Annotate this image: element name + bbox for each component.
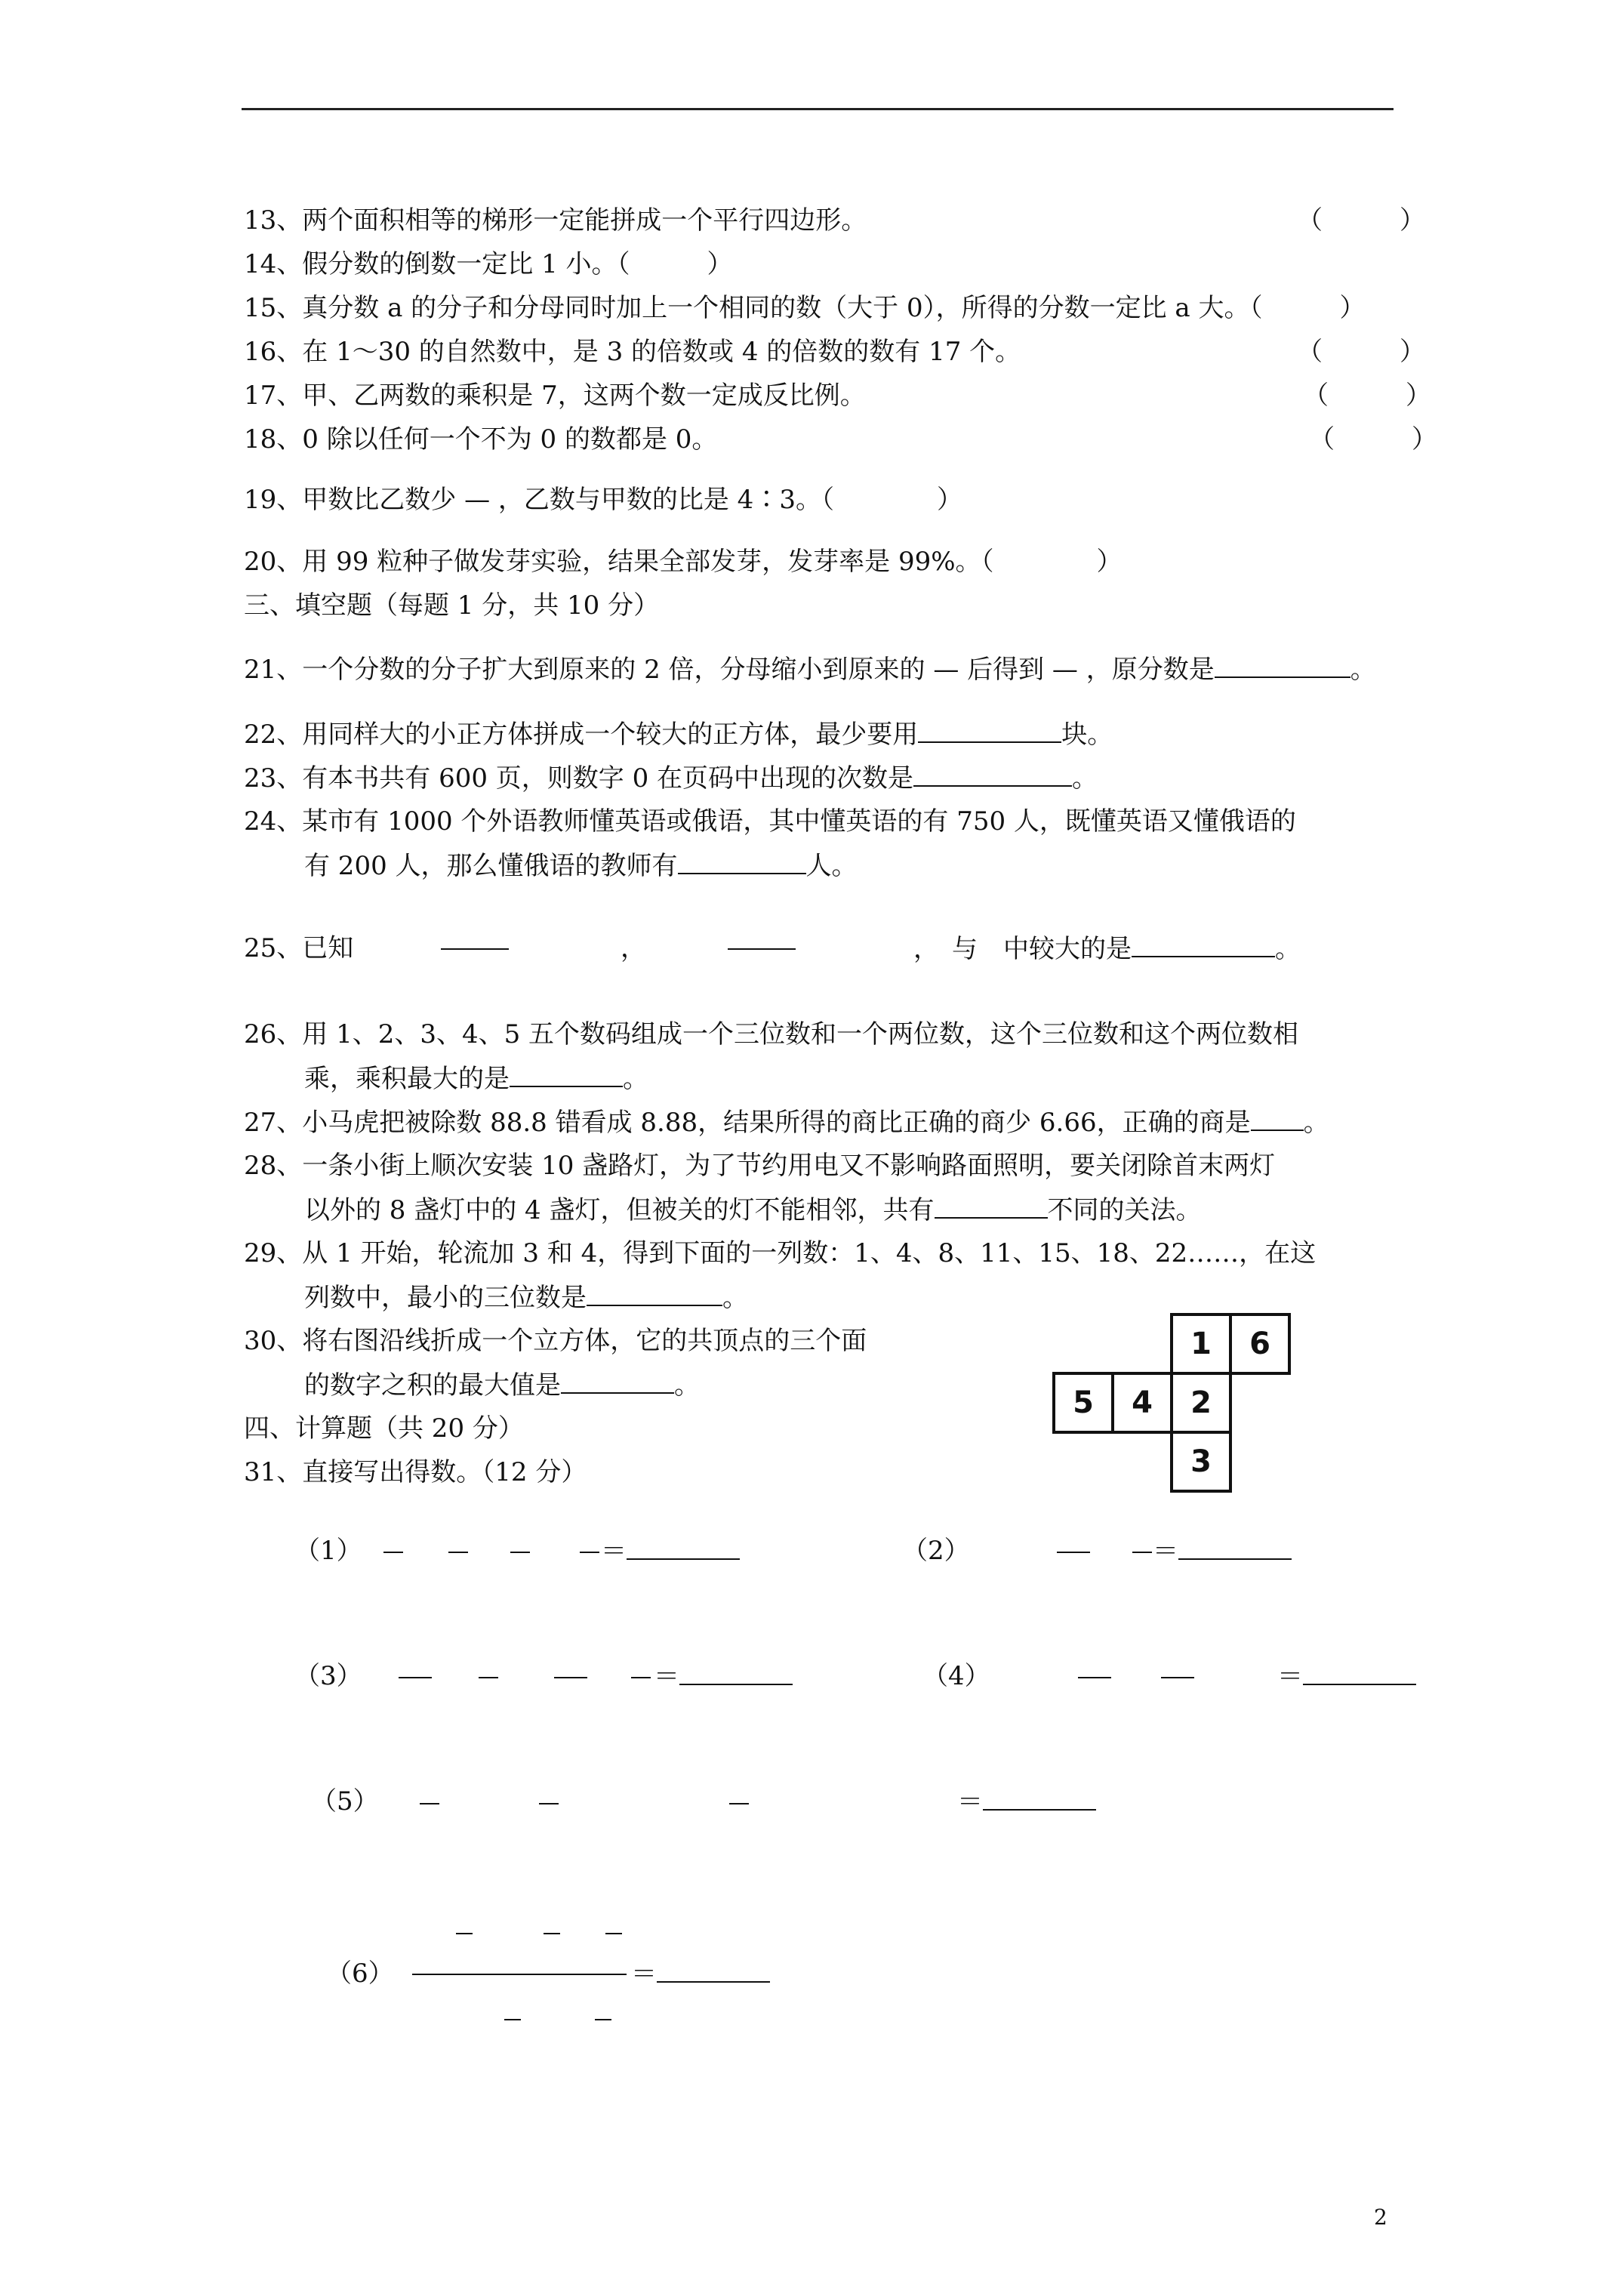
question-18: 18、0 除以任何一个不为 0 的数都是 0。: [244, 424, 718, 455]
net-face: 6: [1229, 1313, 1291, 1375]
answer-blank-calc-5[interactable]: [983, 1786, 1096, 1811]
question-26-line1: 26、用 1、2、3、4、5 五个数码组成一个三位数和一个两位数，这个三位数和这个两位数相: [244, 1019, 1299, 1049]
answer-blank-calc-3[interactable]: [679, 1661, 793, 1685]
question-20: 20、用 99 粒种子做发芽实验，结果全部发芽，发芽率是 99%。（ ）: [244, 547, 1123, 577]
answer-blank-calc-6[interactable]: [657, 1959, 770, 1983]
fraction-bar: [441, 948, 509, 950]
section-fill-title: 三、填空题（每题 1 分，共 10 分）: [244, 590, 660, 621]
fraction-bar: [510, 1552, 530, 1553]
answer-paren-17: （ ）: [1303, 381, 1431, 411]
page-number: 2: [1374, 2205, 1387, 2230]
question-28-line1: 28、一条小街上顺次安装 10 盏路灯，为了节约用电又不影响路面照明，要关闭除首末两灯: [244, 1151, 1276, 1181]
net-face: 4: [1111, 1372, 1173, 1434]
calc-label-2: （2）: [902, 1536, 970, 1566]
answer-blank-29[interactable]: [587, 1282, 722, 1306]
header-rule: [242, 108, 1394, 110]
answer-blank-27[interactable]: [1251, 1107, 1304, 1131]
fraction-bar: [456, 1933, 473, 1934]
answer-blank-calc-1[interactable]: [627, 1536, 740, 1560]
question-16: 16、在 1～30 的自然数中，是 3 的倍数或 4 的倍数的数有 17 个。: [244, 337, 1021, 367]
net-face: 5: [1052, 1372, 1114, 1434]
calc-equals: ＝: [601, 1536, 740, 1567]
question-21: 21、一个分数的分子扩大到原来的 2 倍，分母缩小到原来的 — 后得到 — ，原分数是 。: [244, 655, 1376, 685]
question-27: 27、小马虎把被除数 88.8 错看成 8.88，结果所得的商比正确的商少 6.66，正确的商是 。: [244, 1108, 1329, 1138]
fraction-bar: [1161, 1677, 1194, 1678]
calc-equals: ＝: [1277, 1661, 1416, 1692]
question-28-line2: 以外的 8 盏灯中的 4 盏灯，但被关的灯不能相邻，共有 不同的关法。: [304, 1195, 1202, 1225]
question-17: 17、甲、乙两数的乘积是 7，这两个数一定成反比例。: [244, 381, 866, 411]
fraction-bar: [631, 1677, 651, 1678]
calc-equals: ＝: [631, 1959, 770, 1989]
fraction-bar: [399, 1677, 432, 1678]
complex-fraction-bar: [412, 1974, 627, 1975]
calc-label-5: （5）: [311, 1786, 379, 1817]
question-26-line2: 乘，乘积最大的是 。: [304, 1064, 648, 1094]
answer-blank-23[interactable]: [913, 763, 1072, 787]
calc-equals: ＝: [957, 1786, 1096, 1817]
fraction-bar: [1132, 1552, 1152, 1553]
answer-blank-25[interactable]: [1132, 933, 1275, 957]
answer-blank-26[interactable]: [510, 1063, 623, 1087]
question-15: 15、真分数 a 的分子和分母同时加上一个相同的数（大于 0），所得的分数一定比 a 大。（ ）: [244, 293, 1366, 323]
fraction-bar: [728, 948, 796, 950]
calc-label-6: （6）: [326, 1959, 394, 1989]
fraction-bar: [448, 1552, 468, 1553]
question-25-sep: ，: [621, 933, 646, 963]
answer-blank-calc-2[interactable]: [1178, 1536, 1292, 1560]
calc-label-4: （4）: [922, 1661, 990, 1691]
fraction-bar: [554, 1677, 587, 1678]
fraction-bar: [595, 2019, 611, 2020]
question-29-line2: 列数中，最小的三位数是 。: [304, 1283, 748, 1313]
answer-blank-24[interactable]: [678, 850, 806, 874]
question-31: 31、直接写出得数。（12 分）: [244, 1457, 587, 1487]
fraction-bar: [729, 1803, 749, 1804]
question-22: 22、用同样大的小正方体拼成一个较大的正方体，最少要用 块。: [244, 720, 1113, 750]
net-face: 3: [1170, 1431, 1232, 1493]
answer-blank-22[interactable]: [918, 719, 1061, 743]
question-24-line1: 24、某市有 1000 个外语教师懂英语或俄语，其中懂英语的有 750 人，既懂英语又懂俄语的: [244, 806, 1296, 837]
fraction-bar: [580, 1552, 599, 1553]
answer-blank-30[interactable]: [561, 1370, 674, 1394]
fraction-bar: [544, 1933, 560, 1934]
net-face: 1: [1170, 1313, 1232, 1375]
fraction-bar: [479, 1677, 498, 1678]
net-face: 2: [1170, 1372, 1232, 1434]
calc-equals: ＝: [654, 1661, 793, 1692]
section-calc-title: 四、计算题（共 20 分）: [244, 1413, 524, 1444]
question-19: 19、甲数比乙数少 — ，乙数与甲数的比是 4∶3。（ ）: [244, 485, 962, 515]
fraction-bar: [420, 1803, 439, 1804]
question-30-line2: 的数字之积的最大值是 。: [304, 1370, 700, 1401]
fraction-bar: [539, 1803, 559, 1804]
fraction-bar: [504, 2019, 521, 2020]
question-25-label: 25、已知: [244, 933, 354, 963]
question-23: 23、有本书共有 600 页，则数字 0 在页码中出现的次数是 。: [244, 763, 1098, 794]
question-13: 13、两个面积相等的梯形一定能拼成一个平行四边形。: [244, 205, 867, 236]
fraction-bar: [1057, 1552, 1090, 1553]
question-30-line1: 30、将右图沿线折成一个立方体，它的共顶点的三个面: [244, 1326, 867, 1356]
answer-paren-18: （ ）: [1309, 424, 1437, 455]
question-29-line1: 29、从 1 开始，轮流加 3 和 4，得到下面的一列数：1、4、8、11、15、18、22……，在这: [244, 1238, 1317, 1268]
calc-label-3: （3）: [294, 1661, 362, 1691]
answer-blank-21[interactable]: [1215, 654, 1350, 678]
fraction-bar: [605, 1933, 622, 1934]
calc-label-1: （1）: [294, 1536, 362, 1566]
cube-net-figure: [1052, 1313, 1301, 1494]
question-24-line2: 有 200 人，那么懂俄语的教师有 人。: [304, 851, 858, 881]
answer-paren-13: （ ）: [1297, 205, 1425, 236]
answer-blank-28[interactable]: [935, 1194, 1048, 1219]
fraction-bar: [1078, 1677, 1111, 1678]
fraction-bar: [383, 1552, 403, 1553]
calc-equals: ＝: [1153, 1536, 1292, 1567]
answer-blank-calc-4[interactable]: [1303, 1661, 1416, 1685]
question-14: 14、假分数的倒数一定比 1 小。（ ）: [244, 249, 733, 279]
question-25-text: ， 与 中较大的是 。: [913, 934, 1301, 964]
answer-paren-16: （ ）: [1297, 337, 1425, 367]
